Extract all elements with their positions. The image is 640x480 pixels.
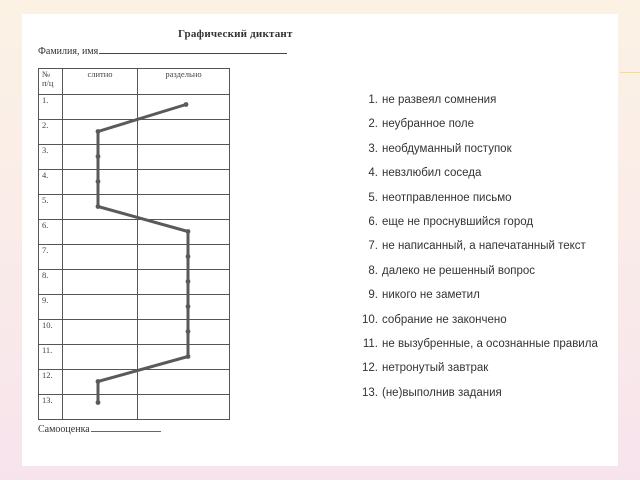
grid-row-number: 3.	[39, 145, 63, 170]
name-field	[38, 44, 287, 57]
grid-row-number: 6.	[39, 220, 63, 245]
answer-item	[356, 190, 598, 214]
answer-item	[356, 92, 598, 116]
answer-number: 9.	[368, 289, 378, 302]
grid-header-together: слитно	[63, 69, 138, 95]
answer-item	[356, 165, 598, 189]
answer-text: еще не проснувшийся город	[382, 215, 534, 228]
answer-text: никого не заметил	[382, 289, 480, 302]
answer-number: 11.	[362, 337, 378, 350]
answer-number: 13.	[362, 386, 378, 399]
grid-cell-separate	[138, 170, 230, 195]
grid-row-number: 8.	[39, 270, 63, 295]
answer-number: 10.	[362, 313, 378, 326]
grid-cell-separate	[138, 195, 230, 220]
answer-item	[356, 385, 598, 409]
grid-cell-separate	[138, 145, 230, 170]
grid-row-number: 11.	[39, 345, 63, 370]
answer-text: необдуманный поступок	[382, 142, 512, 155]
answer-item	[356, 263, 598, 287]
answer-text: не вызубренные, а осознанные правила	[382, 337, 598, 350]
grid-cell-separate	[138, 245, 230, 270]
grid-cell-together	[63, 170, 138, 195]
grid-cell-together	[63, 245, 138, 270]
answer-number: 6.	[368, 215, 378, 228]
answer-number: 4.	[368, 167, 378, 180]
grid-row-number: 7.	[39, 245, 63, 270]
grid-row	[39, 320, 230, 345]
grid-cell-together	[63, 295, 138, 320]
answer-item	[356, 141, 598, 165]
grid-row-number: 10.	[39, 320, 63, 345]
answer-text: далеко не решенный вопрос	[382, 264, 536, 277]
answer-text: не написанный, а напечатанный текст	[382, 240, 586, 253]
grid-row	[39, 95, 230, 120]
grid-cell-together	[63, 220, 138, 245]
grid-cell-separate	[138, 395, 230, 420]
self-assessment-underline	[91, 422, 161, 432]
grid-row	[39, 195, 230, 220]
answer-number: 8.	[368, 264, 378, 277]
grid-cell-separate	[138, 120, 230, 145]
decorative-corner-line	[620, 72, 640, 73]
grid-cell-together	[63, 120, 138, 145]
answer-number: 7.	[368, 240, 378, 253]
worksheet-sheet	[22, 14, 618, 466]
grid-row	[39, 345, 230, 370]
answer-text: неубранное поле	[382, 118, 475, 131]
grid-cell-together	[63, 195, 138, 220]
answers-list	[356, 92, 598, 409]
grid-header-row	[39, 69, 230, 95]
grid-cell-separate	[138, 370, 230, 395]
answer-text: нетронутый завтрак	[382, 362, 489, 375]
grid-cell-together	[63, 95, 138, 120]
grid-row-number: 2.	[39, 120, 63, 145]
grid-cell-separate	[138, 95, 230, 120]
grid-row	[39, 270, 230, 295]
grid-header-number: № п/ц	[39, 69, 63, 95]
answer-item	[356, 336, 598, 360]
grid-row-number: 4.	[39, 170, 63, 195]
grid-cell-together	[63, 145, 138, 170]
answer-number: 1.	[368, 94, 378, 106]
answer-item	[356, 116, 598, 140]
grid-row-number: 5.	[39, 195, 63, 220]
answer-item	[356, 312, 598, 336]
grid-row-number: 12.	[39, 370, 63, 395]
answer-item	[356, 360, 598, 384]
grid-row-number: 13.	[39, 395, 63, 420]
dictation-grid	[38, 68, 230, 420]
grid-cell-separate	[138, 220, 230, 245]
answer-number: 12.	[362, 362, 378, 375]
grid-cell-separate	[138, 345, 230, 370]
answer-text: (не)выполнив задания	[382, 386, 502, 399]
grid-row	[39, 295, 230, 320]
grid-cell-together	[63, 345, 138, 370]
answer-item	[356, 287, 598, 311]
grid-row	[39, 120, 230, 145]
grid-cell-separate	[138, 320, 230, 345]
answer-text: не развеял сомнения	[382, 94, 497, 106]
answer-number: 3.	[368, 142, 378, 155]
name-underline	[99, 44, 287, 54]
answer-text: собрание не закончено	[382, 313, 507, 326]
answer-text: неотправленное письмо	[382, 191, 512, 204]
grid-row	[39, 370, 230, 395]
self-assessment-label: Самооценка	[38, 424, 90, 435]
grid-row	[39, 395, 230, 420]
grid-cell-separate	[138, 295, 230, 320]
grid-row	[39, 145, 230, 170]
answer-text: невзлюбил соседа	[382, 167, 482, 180]
worksheet-title: Графический диктант	[178, 28, 293, 40]
answer-item	[356, 238, 598, 262]
grid-header-separate: раздельно	[138, 69, 230, 95]
grid-cell-together	[63, 270, 138, 295]
grid-row-number: 9.	[39, 295, 63, 320]
answer-number: 5.	[368, 191, 378, 204]
name-label: Фамилия, имя	[38, 46, 99, 57]
self-assessment-field	[38, 422, 161, 435]
answer-number: 2.	[368, 118, 378, 131]
grid-row	[39, 220, 230, 245]
grid-row	[39, 170, 230, 195]
grid-cell-together	[63, 320, 138, 345]
grid-cell-together	[63, 395, 138, 420]
grid-row	[39, 245, 230, 270]
grid-cell-separate	[138, 270, 230, 295]
grid-row-number: 1.	[39, 95, 63, 120]
grid-cell-together	[63, 370, 138, 395]
answer-item	[356, 214, 598, 238]
